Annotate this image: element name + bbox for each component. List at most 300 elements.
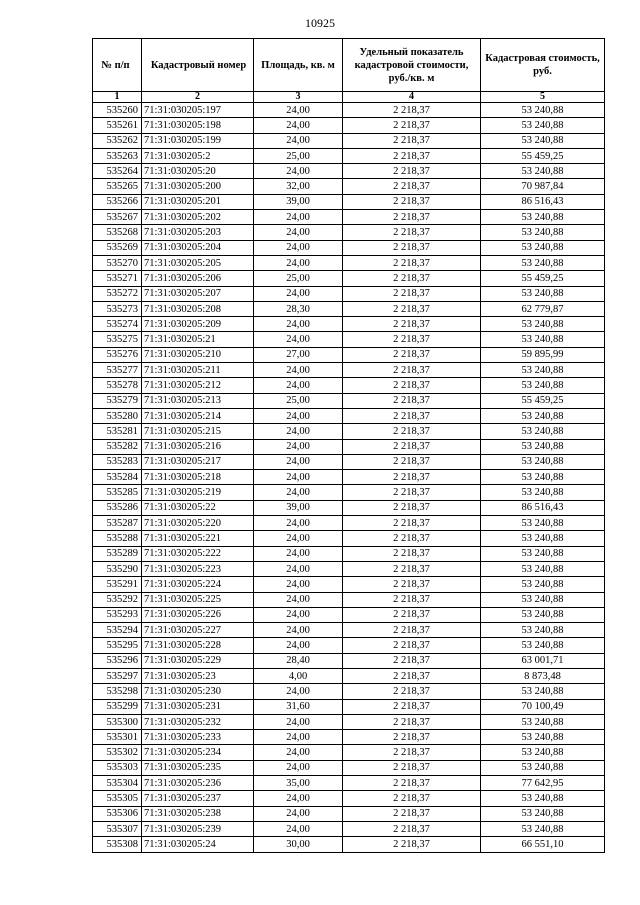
area-cell: 24,00 <box>254 363 343 378</box>
area-cell: 39,00 <box>254 500 343 515</box>
row-number-cell: 535261 <box>93 118 142 133</box>
unit-value-cell: 2 218,37 <box>343 164 481 179</box>
cadastral-value-cell: 63 001,71 <box>481 653 605 668</box>
area-cell: 24,00 <box>254 485 343 500</box>
cadastral-number-cell: 71:31:030205:237 <box>142 791 254 806</box>
table-row <box>93 699 605 714</box>
row-number-cell: 535291 <box>93 577 142 592</box>
table-row <box>93 516 605 531</box>
unit-value-cell: 2 218,37 <box>343 821 481 836</box>
row-number-cell: 535262 <box>93 133 142 148</box>
table-row <box>93 837 605 852</box>
column-number: 2 <box>142 92 254 103</box>
cadastral-number-cell: 71:31:030205:229 <box>142 653 254 668</box>
unit-value-cell: 2 218,37 <box>343 148 481 163</box>
table-row <box>93 684 605 699</box>
row-number-cell: 535287 <box>93 516 142 531</box>
row-number-cell: 535286 <box>93 500 142 515</box>
row-number-cell: 535295 <box>93 638 142 653</box>
area-cell: 24,00 <box>254 164 343 179</box>
cadastral-number-cell: 71:31:030205:222 <box>142 546 254 561</box>
unit-value-cell: 2 218,37 <box>343 470 481 485</box>
table-row <box>93 668 605 683</box>
area-cell: 24,00 <box>254 255 343 270</box>
table-row <box>93 133 605 148</box>
cadastral-value-cell: 53 240,88 <box>481 607 605 622</box>
cadastral-number-cell: 71:31:030205:223 <box>142 561 254 576</box>
cadastral-value-cell: 8 873,48 <box>481 668 605 683</box>
table-header-row <box>93 39 605 92</box>
cadastral-number-cell: 71:31:030205:215 <box>142 424 254 439</box>
cadastral-value-cell: 53 240,88 <box>481 210 605 225</box>
area-cell: 24,00 <box>254 561 343 576</box>
area-cell: 24,00 <box>254 439 343 454</box>
table-row <box>93 439 605 454</box>
area-cell: 24,00 <box>254 623 343 638</box>
row-number-cell: 535281 <box>93 424 142 439</box>
area-cell: 24,00 <box>254 638 343 653</box>
row-number-cell: 535299 <box>93 699 142 714</box>
column-number: 4 <box>343 92 481 103</box>
cadastral-number-cell: 71:31:030205:22 <box>142 500 254 515</box>
table-row <box>93 745 605 760</box>
cadastral-table <box>92 38 605 853</box>
table-row <box>93 210 605 225</box>
cadastral-number-cell: 71:31:030205:233 <box>142 730 254 745</box>
table-row <box>93 301 605 316</box>
unit-value-cell: 2 218,37 <box>343 653 481 668</box>
column-number-row <box>93 92 605 103</box>
table-row <box>93 546 605 561</box>
unit-value-cell: 2 218,37 <box>343 424 481 439</box>
cadastral-number-cell: 71:31:030205:20 <box>142 164 254 179</box>
area-cell: 35,00 <box>254 776 343 791</box>
unit-value-cell: 2 218,37 <box>343 225 481 240</box>
cadastral-value-cell: 55 459,25 <box>481 148 605 163</box>
area-cell: 24,00 <box>254 240 343 255</box>
cadastral-value-cell: 53 240,88 <box>481 255 605 270</box>
row-number-cell: 535304 <box>93 776 142 791</box>
row-number-cell: 535275 <box>93 332 142 347</box>
row-number-cell: 535290 <box>93 561 142 576</box>
cadastral-number-cell: 71:31:030205:210 <box>142 347 254 362</box>
row-number-cell: 535260 <box>93 103 142 118</box>
table-row <box>93 378 605 393</box>
cadastral-value-cell: 53 240,88 <box>481 546 605 561</box>
table-row <box>93 347 605 362</box>
cadastral-number-cell: 71:31:030205:217 <box>142 454 254 469</box>
table-row <box>93 286 605 301</box>
table-row <box>93 332 605 347</box>
row-number-cell: 535292 <box>93 592 142 607</box>
cadastral-number-cell: 71:31:030205:230 <box>142 684 254 699</box>
unit-value-cell: 2 218,37 <box>343 699 481 714</box>
cadastral-value-cell: 53 240,88 <box>481 592 605 607</box>
row-number-cell: 535305 <box>93 791 142 806</box>
area-cell: 24,00 <box>254 133 343 148</box>
table-row <box>93 607 605 622</box>
table-row <box>93 103 605 118</box>
table-row <box>93 194 605 209</box>
cadastral-value-cell: 53 240,88 <box>481 577 605 592</box>
header-area: Площадь, кв. м <box>254 39 343 92</box>
cadastral-value-cell: 53 240,88 <box>481 760 605 775</box>
area-cell: 24,00 <box>254 408 343 423</box>
area-cell: 31,60 <box>254 699 343 714</box>
cadastral-number-cell: 71:31:030205:202 <box>142 210 254 225</box>
area-cell: 24,00 <box>254 378 343 393</box>
row-number-cell: 535264 <box>93 164 142 179</box>
cadastral-number-cell: 71:31:030205:204 <box>142 240 254 255</box>
area-cell: 24,00 <box>254 470 343 485</box>
cadastral-value-cell: 53 240,88 <box>481 485 605 500</box>
table-row <box>93 240 605 255</box>
table-row <box>93 760 605 775</box>
table-row <box>93 623 605 638</box>
area-cell: 4,00 <box>254 668 343 683</box>
row-number-cell: 535272 <box>93 286 142 301</box>
table-row <box>93 424 605 439</box>
row-number-cell: 535280 <box>93 408 142 423</box>
cadastral-number-cell: 71:31:030205:218 <box>142 470 254 485</box>
cadastral-number-cell: 71:31:030205:238 <box>142 806 254 821</box>
row-number-cell: 535267 <box>93 210 142 225</box>
row-number-cell: 535274 <box>93 317 142 332</box>
unit-value-cell: 2 218,37 <box>343 454 481 469</box>
table-row <box>93 393 605 408</box>
row-number-cell: 535297 <box>93 668 142 683</box>
area-cell: 24,00 <box>254 286 343 301</box>
row-number-cell: 535268 <box>93 225 142 240</box>
table-row <box>93 164 605 179</box>
cadastral-value-cell: 53 240,88 <box>481 684 605 699</box>
area-cell: 28,40 <box>254 653 343 668</box>
table-row <box>93 317 605 332</box>
unit-value-cell: 2 218,37 <box>343 439 481 454</box>
cadastral-value-cell: 53 240,88 <box>481 821 605 836</box>
cadastral-value-cell: 70 987,84 <box>481 179 605 194</box>
table-row <box>93 821 605 836</box>
cadastral-value-cell: 53 240,88 <box>481 363 605 378</box>
area-cell: 24,00 <box>254 806 343 821</box>
cadastral-value-cell: 53 240,88 <box>481 240 605 255</box>
cadastral-number-cell: 71:31:030205:200 <box>142 179 254 194</box>
cadastral-value-cell: 62 779,87 <box>481 301 605 316</box>
unit-value-cell: 2 218,37 <box>343 791 481 806</box>
cadastral-value-cell: 53 240,88 <box>481 516 605 531</box>
header-cadastral-value: Кадастровая стоимость, руб. <box>481 39 605 92</box>
cadastral-value-cell: 53 240,88 <box>481 623 605 638</box>
area-cell: 24,00 <box>254 454 343 469</box>
area-cell: 25,00 <box>254 148 343 163</box>
unit-value-cell: 2 218,37 <box>343 730 481 745</box>
unit-value-cell: 2 218,37 <box>343 837 481 852</box>
unit-value-cell: 2 218,37 <box>343 378 481 393</box>
cadastral-number-cell: 71:31:030205:220 <box>142 516 254 531</box>
area-cell: 27,00 <box>254 347 343 362</box>
unit-value-cell: 2 218,37 <box>343 561 481 576</box>
cadastral-number-cell: 71:31:030205:211 <box>142 363 254 378</box>
cadastral-number-cell: 71:31:030205:201 <box>142 194 254 209</box>
unit-value-cell: 2 218,37 <box>343 301 481 316</box>
table-row <box>93 148 605 163</box>
row-number-cell: 535266 <box>93 194 142 209</box>
unit-value-cell: 2 218,37 <box>343 363 481 378</box>
unit-value-cell: 2 218,37 <box>343 133 481 148</box>
cadastral-number-cell: 71:31:030205:224 <box>142 577 254 592</box>
row-number-cell: 535306 <box>93 806 142 821</box>
unit-value-cell: 2 218,37 <box>343 546 481 561</box>
cadastral-number-cell: 71:31:030205:209 <box>142 317 254 332</box>
row-number-cell: 535288 <box>93 531 142 546</box>
cadastral-number-cell: 71:31:030205:213 <box>142 393 254 408</box>
row-number-cell: 535300 <box>93 714 142 729</box>
unit-value-cell: 2 218,37 <box>343 500 481 515</box>
area-cell: 24,00 <box>254 592 343 607</box>
cadastral-number-cell: 71:31:030205:236 <box>142 776 254 791</box>
cadastral-number-cell: 71:31:030205:206 <box>142 271 254 286</box>
cadastral-value-cell: 70 100,49 <box>481 699 605 714</box>
column-number: 3 <box>254 92 343 103</box>
area-cell: 24,00 <box>254 546 343 561</box>
cadastral-value-cell: 53 240,88 <box>481 225 605 240</box>
unit-value-cell: 2 218,37 <box>343 714 481 729</box>
area-cell: 24,00 <box>254 730 343 745</box>
unit-value-cell: 2 218,37 <box>343 179 481 194</box>
cadastral-number-cell: 71:31:030205:214 <box>142 408 254 423</box>
table-row <box>93 179 605 194</box>
cadastral-number-cell: 71:31:030205:234 <box>142 745 254 760</box>
column-number: 5 <box>481 92 605 103</box>
table-row <box>93 118 605 133</box>
cadastral-value-cell: 55 459,25 <box>481 271 605 286</box>
table-row <box>93 363 605 378</box>
area-cell: 25,00 <box>254 271 343 286</box>
cadastral-value-cell: 53 240,88 <box>481 408 605 423</box>
area-cell: 24,00 <box>254 225 343 240</box>
table-row <box>93 561 605 576</box>
unit-value-cell: 2 218,37 <box>343 776 481 791</box>
cadastral-number-cell: 71:31:030205:228 <box>142 638 254 653</box>
cadastral-value-cell: 53 240,88 <box>481 332 605 347</box>
row-number-cell: 535269 <box>93 240 142 255</box>
table-row <box>93 791 605 806</box>
unit-value-cell: 2 218,37 <box>343 745 481 760</box>
cadastral-number-cell: 71:31:030205:225 <box>142 592 254 607</box>
unit-value-cell: 2 218,37 <box>343 760 481 775</box>
cadastral-value-cell: 53 240,88 <box>481 424 605 439</box>
area-cell: 30,00 <box>254 837 343 852</box>
row-number-cell: 535263 <box>93 148 142 163</box>
unit-value-cell: 2 218,37 <box>343 393 481 408</box>
table-row <box>93 470 605 485</box>
unit-value-cell: 2 218,37 <box>343 103 481 118</box>
area-cell: 24,00 <box>254 684 343 699</box>
row-number-cell: 535307 <box>93 821 142 836</box>
cadastral-number-cell: 71:31:030205:235 <box>142 760 254 775</box>
unit-value-cell: 2 218,37 <box>343 408 481 423</box>
unit-value-cell: 2 218,37 <box>343 638 481 653</box>
row-number-cell: 535278 <box>93 378 142 393</box>
area-cell: 24,00 <box>254 745 343 760</box>
table-row <box>93 271 605 286</box>
cadastral-value-cell: 66 551,10 <box>481 837 605 852</box>
cadastral-value-cell: 53 240,88 <box>481 730 605 745</box>
row-number-cell: 535283 <box>93 454 142 469</box>
cadastral-number-cell: 71:31:030205:227 <box>142 623 254 638</box>
area-cell: 24,00 <box>254 760 343 775</box>
row-number-cell: 535301 <box>93 730 142 745</box>
unit-value-cell: 2 218,37 <box>343 347 481 362</box>
cadastral-value-cell: 53 240,88 <box>481 714 605 729</box>
unit-value-cell: 2 218,37 <box>343 240 481 255</box>
table-row <box>93 408 605 423</box>
area-cell: 28,30 <box>254 301 343 316</box>
area-cell: 24,00 <box>254 118 343 133</box>
unit-value-cell: 2 218,37 <box>343 577 481 592</box>
row-number-cell: 535294 <box>93 623 142 638</box>
cadastral-value-cell: 53 240,88 <box>481 164 605 179</box>
cadastral-value-cell: 86 516,43 <box>481 194 605 209</box>
area-cell: 25,00 <box>254 393 343 408</box>
unit-value-cell: 2 218,37 <box>343 255 481 270</box>
row-number-cell: 535279 <box>93 393 142 408</box>
row-number-cell: 535302 <box>93 745 142 760</box>
row-number-cell: 535271 <box>93 271 142 286</box>
cadastral-value-cell: 53 240,88 <box>481 791 605 806</box>
row-number-cell: 535282 <box>93 439 142 454</box>
area-cell: 24,00 <box>254 210 343 225</box>
row-number-cell: 535296 <box>93 653 142 668</box>
cadastral-value-cell: 77 642,95 <box>481 776 605 791</box>
cadastral-number-cell: 71:31:030205:239 <box>142 821 254 836</box>
table-row <box>93 225 605 240</box>
cadastral-value-cell: 53 240,88 <box>481 133 605 148</box>
unit-value-cell: 2 218,37 <box>343 516 481 531</box>
table-row <box>93 485 605 500</box>
area-cell: 24,00 <box>254 577 343 592</box>
table-row <box>93 714 605 729</box>
area-cell: 24,00 <box>254 424 343 439</box>
table-row <box>93 255 605 270</box>
header-cadastral-number: Кадастровый номер <box>142 39 254 92</box>
cadastral-number-cell: 71:31:030205:231 <box>142 699 254 714</box>
cadastral-value-cell: 53 240,88 <box>481 470 605 485</box>
row-number-cell: 535276 <box>93 347 142 362</box>
table-row <box>93 806 605 821</box>
table-row <box>93 776 605 791</box>
cadastral-number-cell: 71:31:030205:21 <box>142 332 254 347</box>
cadastral-value-cell: 53 240,88 <box>481 118 605 133</box>
unit-value-cell: 2 218,37 <box>343 607 481 622</box>
row-number-cell: 535289 <box>93 546 142 561</box>
cadastral-value-cell: 53 240,88 <box>481 286 605 301</box>
page-number: 10925 <box>305 16 335 30</box>
cadastral-number-cell: 71:31:030205:221 <box>142 531 254 546</box>
cadastral-value-cell: 53 240,88 <box>481 638 605 653</box>
cadastral-number-cell: 71:31:030205:197 <box>142 103 254 118</box>
column-number: 1 <box>93 92 142 103</box>
area-cell: 24,00 <box>254 317 343 332</box>
unit-value-cell: 2 218,37 <box>343 684 481 699</box>
row-number-cell: 535270 <box>93 255 142 270</box>
unit-value-cell: 2 218,37 <box>343 668 481 683</box>
table-row <box>93 638 605 653</box>
row-number-cell: 535298 <box>93 684 142 699</box>
table-row <box>93 500 605 515</box>
cadastral-value-cell: 53 240,88 <box>481 103 605 118</box>
row-number-cell: 535285 <box>93 485 142 500</box>
table-row <box>93 454 605 469</box>
cadastral-value-cell: 53 240,88 <box>481 531 605 546</box>
row-number-cell: 535308 <box>93 837 142 852</box>
unit-value-cell: 2 218,37 <box>343 317 481 332</box>
area-cell: 32,00 <box>254 179 343 194</box>
cadastral-number-cell: 71:31:030205:216 <box>142 439 254 454</box>
cadastral-number-cell: 71:31:030205:205 <box>142 255 254 270</box>
header-unit-value: Удельный показатель кадастровой стоимости, руб./кв. м <box>343 39 481 92</box>
table-row <box>93 592 605 607</box>
area-cell: 24,00 <box>254 531 343 546</box>
cadastral-number-cell: 71:31:030205:24 <box>142 837 254 852</box>
area-cell: 24,00 <box>254 332 343 347</box>
table-row <box>93 730 605 745</box>
cadastral-value-cell: 53 240,88 <box>481 806 605 821</box>
cadastral-number-cell: 71:31:030205:207 <box>142 286 254 301</box>
area-cell: 24,00 <box>254 714 343 729</box>
row-number-cell: 535293 <box>93 607 142 622</box>
area-cell: 39,00 <box>254 194 343 209</box>
cadastral-value-cell: 59 895,99 <box>481 347 605 362</box>
cadastral-value-cell: 55 459,25 <box>481 393 605 408</box>
area-cell: 24,00 <box>254 516 343 531</box>
area-cell: 24,00 <box>254 791 343 806</box>
unit-value-cell: 2 218,37 <box>343 531 481 546</box>
unit-value-cell: 2 218,37 <box>343 271 481 286</box>
table-row <box>93 577 605 592</box>
header-row-number: № п/п <box>93 39 142 92</box>
cadastral-number-cell: 71:31:030205:208 <box>142 301 254 316</box>
unit-value-cell: 2 218,37 <box>343 623 481 638</box>
cadastral-value-cell: 53 240,88 <box>481 317 605 332</box>
unit-value-cell: 2 218,37 <box>343 332 481 347</box>
cadastral-number-cell: 71:31:030205:2 <box>142 148 254 163</box>
cadastral-value-cell: 53 240,88 <box>481 378 605 393</box>
cadastral-value-cell: 53 240,88 <box>481 745 605 760</box>
area-cell: 24,00 <box>254 821 343 836</box>
cadastral-number-cell: 71:31:030205:23 <box>142 668 254 683</box>
row-number-cell: 535265 <box>93 179 142 194</box>
cadastral-number-cell: 71:31:030205:226 <box>142 607 254 622</box>
unit-value-cell: 2 218,37 <box>343 592 481 607</box>
cadastral-number-cell: 71:31:030205:219 <box>142 485 254 500</box>
cadastral-number-cell: 71:31:030205:212 <box>142 378 254 393</box>
cadastral-number-cell: 71:31:030205:199 <box>142 133 254 148</box>
unit-value-cell: 2 218,37 <box>343 485 481 500</box>
unit-value-cell: 2 218,37 <box>343 286 481 301</box>
unit-value-cell: 2 218,37 <box>343 806 481 821</box>
unit-value-cell: 2 218,37 <box>343 118 481 133</box>
cadastral-value-cell: 53 240,88 <box>481 561 605 576</box>
cadastral-value-cell: 86 516,43 <box>481 500 605 515</box>
cadastral-value-cell: 53 240,88 <box>481 454 605 469</box>
cadastral-number-cell: 71:31:030205:198 <box>142 118 254 133</box>
unit-value-cell: 2 218,37 <box>343 194 481 209</box>
area-cell: 24,00 <box>254 607 343 622</box>
row-number-cell: 535303 <box>93 760 142 775</box>
row-number-cell: 535284 <box>93 470 142 485</box>
area-cell: 24,00 <box>254 103 343 118</box>
